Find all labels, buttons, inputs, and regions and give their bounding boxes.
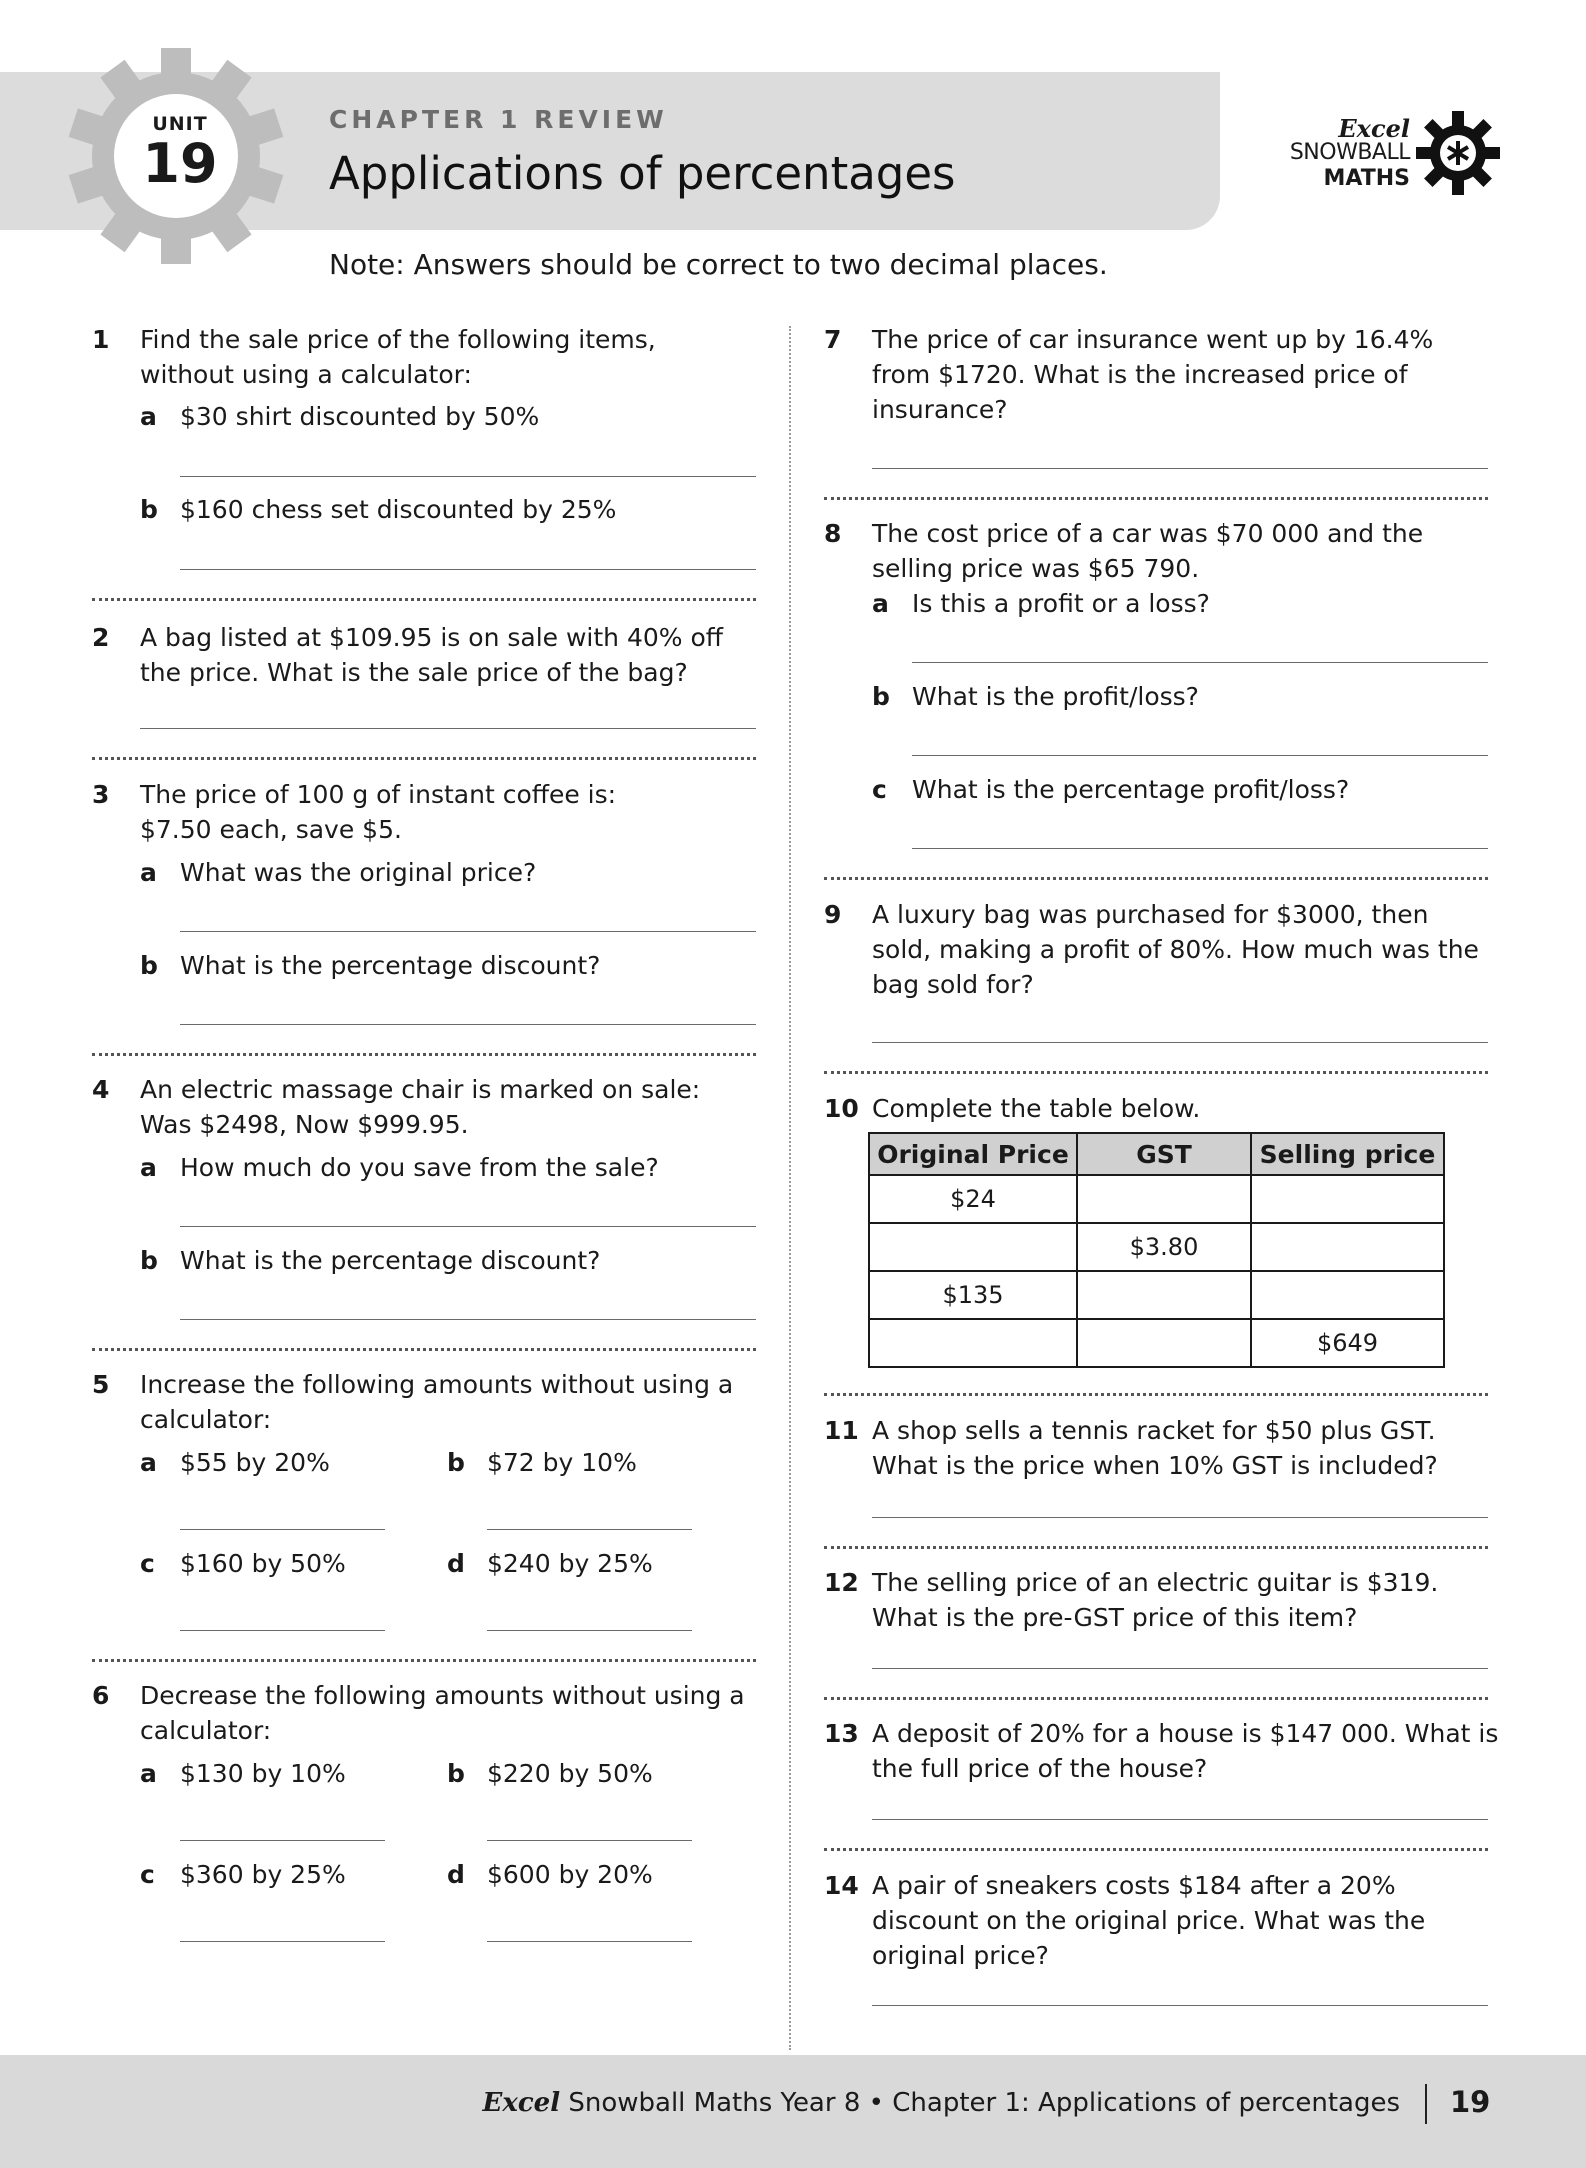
table-cell-input[interactable] [869, 1319, 1077, 1367]
answer-line-3a[interactable] [180, 931, 756, 932]
table-cell: $3.80 [1077, 1223, 1251, 1271]
question-4b-label: b [140, 1246, 158, 1275]
logo-excel-text: Excel [1338, 114, 1410, 143]
footer-divider [1425, 2084, 1427, 2124]
question-5-number: 5 [92, 1370, 110, 1399]
logo-gear-icon [1415, 110, 1501, 196]
question-5-text-line-2: calculator: [140, 1405, 272, 1434]
table-row [869, 1319, 1444, 1367]
question-6b-label: b [447, 1759, 465, 1788]
answer-line-8a[interactable] [912, 662, 1488, 663]
logo-snowball-text: SNOWBALL [1289, 140, 1410, 165]
question-6c-text: $360 by 25% [180, 1860, 346, 1889]
table-cell-input[interactable] [1077, 1271, 1251, 1319]
gst-table [868, 1132, 1445, 1368]
question-7-text-line-3: insurance? [872, 395, 1008, 424]
page-title: Applications of percentages [329, 147, 956, 200]
question-5a-text: $55 by 20% [180, 1448, 330, 1477]
answer-line-5a[interactable] [180, 1529, 385, 1530]
question-5b-text: $72 by 10% [487, 1448, 637, 1477]
question-4-text-line-1: An electric massage chair is marked on sale: [140, 1075, 701, 1104]
question-9-number: 9 [824, 900, 842, 929]
footer-book-title: Snowball Maths Year 8 [568, 2088, 861, 2118]
question-4a-label: a [140, 1153, 157, 1182]
question-5a-label: a [140, 1448, 157, 1477]
instructions-note: Note: Answers should be correct to two decimal places. [329, 248, 1108, 281]
question-9-text-line-2: sold, making a profit of 80%. How much was the [872, 935, 1479, 964]
question-8a-label: a [872, 589, 889, 618]
question-separator [824, 1848, 1488, 1851]
question-6d-text: $600 by 20% [487, 1860, 653, 1889]
question-6d-label: d [447, 1860, 465, 1889]
answer-line-14[interactable] [872, 2005, 1488, 2006]
column-divider [789, 326, 791, 2050]
question-12-text-line-1: The selling price of an electric guitar is $319. [872, 1568, 1439, 1597]
question-8b-label: b [872, 682, 890, 711]
answer-line-13[interactable] [872, 1819, 1488, 1820]
question-8-text-line-1: The cost price of a car was $70 000 and the [872, 519, 1424, 548]
question-1-number: 1 [92, 325, 110, 354]
question-3-text-line-1: The price of 100 g of instant coffee is: [140, 780, 617, 809]
question-3b-label: b [140, 951, 158, 980]
question-1b-label: b [140, 495, 158, 524]
table-row [869, 1223, 1444, 1271]
answer-line-2[interactable] [140, 728, 756, 729]
footer-chapter-title: Chapter 1: Applications of percentages [892, 2088, 1400, 2118]
question-1a-label: a [140, 402, 157, 431]
question-6a-text: $130 by 10% [180, 1759, 346, 1788]
question-8b-text: What is the profit/loss? [912, 682, 1199, 711]
question-separator [92, 1053, 756, 1056]
chapter-label: CHAPTER 1 REVIEW [329, 105, 668, 134]
question-separator [824, 497, 1488, 500]
question-8-text-line-2: selling price was $65 790. [872, 554, 1200, 583]
answer-line-9[interactable] [872, 1042, 1488, 1043]
footer-bullet: • [868, 2088, 884, 2118]
question-9-text-line-3: bag sold for? [872, 970, 1034, 999]
question-11-text-line-2: What is the price when 10% GST is included? [872, 1451, 1438, 1480]
footer-text [483, 2088, 1400, 2118]
question-5d-text: $240 by 25% [487, 1549, 653, 1578]
table-cell-input[interactable] [869, 1223, 1077, 1271]
answer-line-6b[interactable] [487, 1840, 692, 1841]
table-cell-input[interactable] [1251, 1175, 1444, 1223]
question-10-number: 10 [824, 1094, 859, 1123]
table-cell: $24 [869, 1175, 1077, 1223]
question-separator [824, 1697, 1488, 1700]
question-5c-label: c [140, 1549, 155, 1578]
question-9-text-line-1: A luxury bag was purchased for $3000, then [872, 900, 1429, 929]
question-separator [92, 1348, 756, 1351]
question-separator [824, 877, 1488, 880]
question-7-text-line-1: The price of car insurance went up by 16.4% [872, 325, 1434, 354]
answer-line-3b[interactable] [180, 1024, 756, 1025]
question-8c-text: What is the percentage profit/loss? [912, 775, 1350, 804]
excel-snowball-logo [1270, 106, 1520, 196]
question-4-text-line-2: Was $2498, Now $999.95. [140, 1110, 469, 1139]
answer-line-5d[interactable] [487, 1630, 692, 1631]
page-number: 19 [1450, 2085, 1491, 2119]
question-12-number: 12 [824, 1568, 859, 1597]
question-7-number: 7 [824, 325, 842, 354]
question-13-number: 13 [824, 1719, 859, 1748]
question-14-text-line-1: A pair of sneakers costs $184 after a 20% [872, 1871, 1396, 1900]
question-4-number: 4 [92, 1075, 110, 1104]
answer-line-6a[interactable] [180, 1840, 385, 1841]
column-header-selling-price: Selling price [1251, 1133, 1444, 1175]
question-6-number: 6 [92, 1681, 110, 1710]
question-5-text-line-1: Increase the following amounts without using a [140, 1370, 734, 1399]
question-2-text-line-1: A bag listed at $109.95 is on sale with 40% off [140, 623, 724, 652]
column-header-original-price: Original Price [869, 1133, 1077, 1175]
question-6-text-line-1: Decrease the following amounts without using a [140, 1681, 745, 1710]
answer-line-11[interactable] [872, 1517, 1488, 1518]
table-row [869, 1271, 1444, 1319]
question-2-text-line-2: the price. What is the sale price of the bag? [140, 658, 688, 687]
question-separator [92, 1659, 756, 1662]
table-cell-input[interactable] [1251, 1223, 1444, 1271]
answer-line-12[interactable] [872, 1668, 1488, 1669]
question-5b-label: b [447, 1448, 465, 1477]
question-1-text-line-1: Find the sale price of the following items, [140, 325, 656, 354]
question-13-text-line-2: the full price of the house? [872, 1754, 1208, 1783]
question-5d-label: d [447, 1549, 465, 1578]
footer-excel-text: Excel [482, 2088, 561, 2118]
question-7-text-line-2: from $1720. What is the increased price of [872, 360, 1408, 389]
question-8a-text: Is this a profit or a loss? [912, 589, 1210, 618]
answer-line-6c[interactable] [180, 1941, 385, 1942]
question-12-text-line-2: What is the pre-GST price of this item? [872, 1603, 1358, 1632]
question-2-number: 2 [92, 623, 110, 652]
question-separator [824, 1546, 1488, 1549]
logo-maths-text: MATHS [1323, 166, 1410, 191]
table-cell: $135 [869, 1271, 1077, 1319]
question-separator [92, 598, 756, 601]
answer-line-4b[interactable] [180, 1319, 756, 1320]
answer-line-6d[interactable] [487, 1941, 692, 1942]
unit-number: 19 [142, 132, 218, 195]
question-6c-label: c [140, 1860, 155, 1889]
answer-line-7[interactable] [872, 468, 1488, 469]
table-cell-input[interactable] [1077, 1175, 1251, 1223]
question-8c-label: c [872, 775, 887, 804]
question-1a-text: $30 shirt discounted by 50% [180, 402, 540, 431]
answer-line-8c[interactable] [912, 848, 1488, 849]
table-cell: $649 [1251, 1319, 1444, 1367]
question-6b-text: $220 by 50% [487, 1759, 653, 1788]
answer-line-1b[interactable] [180, 569, 756, 570]
question-1-text-line-2: without using a calculator: [140, 360, 472, 389]
table-row [869, 1175, 1444, 1223]
question-6-text-line-2: calculator: [140, 1716, 272, 1745]
question-3-text-line-2: $7.50 each, save $5. [140, 815, 402, 844]
table-header-row [869, 1133, 1444, 1175]
question-14-number: 14 [824, 1871, 859, 1900]
answer-line-5b[interactable] [487, 1529, 692, 1530]
question-3a-label: a [140, 858, 157, 887]
question-11-text-line-1: A shop sells a tennis racket for $50 plus GST. [872, 1416, 1436, 1445]
question-14-text-line-3: original price? [872, 1941, 1049, 1970]
question-3b-text: What is the percentage discount? [180, 951, 601, 980]
unit-label: UNIT [152, 113, 208, 135]
column-header-gst: GST [1077, 1133, 1251, 1175]
answer-line-4a[interactable] [180, 1226, 756, 1227]
answer-line-5c[interactable] [180, 1630, 385, 1631]
question-5c-text: $160 by 50% [180, 1549, 346, 1578]
question-1b-text: $160 chess set discounted by 25% [180, 495, 617, 524]
answer-line-8b[interactable] [912, 755, 1488, 756]
answer-line-1a[interactable] [180, 476, 756, 477]
question-14-text-line-2: discount on the original price. What was the [872, 1906, 1426, 1935]
question-10-text: Complete the table below. [872, 1094, 1201, 1123]
question-8-number: 8 [824, 519, 842, 548]
question-separator [92, 757, 756, 760]
question-separator [824, 1071, 1488, 1074]
question-13-text-line-1: A deposit of 20% for a house is $147 000. What is [872, 1719, 1499, 1748]
table-cell-input[interactable] [1251, 1271, 1444, 1319]
question-6a-label: a [140, 1759, 157, 1788]
table-cell-input[interactable] [1077, 1319, 1251, 1367]
question-separator [824, 1393, 1488, 1396]
question-3a-text: What was the original price? [180, 858, 537, 887]
question-3-number: 3 [92, 780, 110, 809]
question-11-number: 11 [824, 1416, 859, 1445]
question-4b-text: What is the percentage discount? [180, 1246, 601, 1275]
question-4a-text: How much do you save from the sale? [180, 1153, 659, 1182]
